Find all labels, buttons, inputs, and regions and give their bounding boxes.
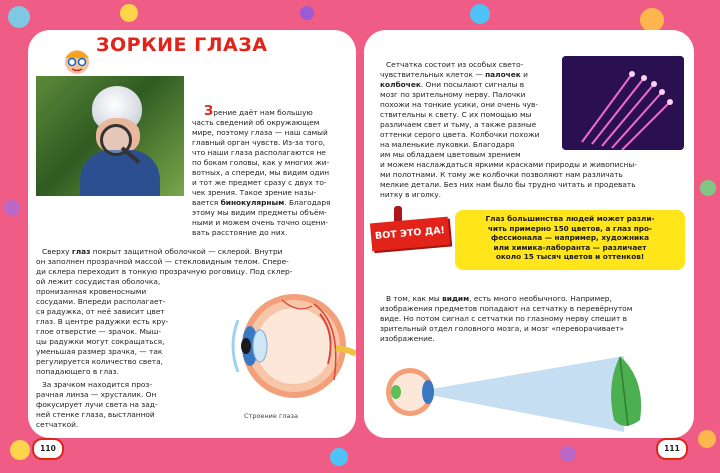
- lens-line: рачная линза — хрусталик. Он: [36, 390, 157, 399]
- intro-line: мире, поэтому глаза — наш самый: [192, 128, 328, 137]
- callout-line: или химика-лаборанта — различает: [493, 242, 647, 252]
- retina-line: им мы обладаем цветовым зрением: [380, 150, 521, 159]
- callout-line: фессионала — например, художника: [490, 233, 650, 243]
- body-line: глаз. В центре радужки есть кру-: [36, 317, 169, 326]
- intro-line: что наши глаза располагаются не: [192, 148, 326, 157]
- retina-line: чувствительных клеток — палочек и: [380, 70, 528, 79]
- intro-line: этому мы видим предметы объём-: [192, 208, 327, 217]
- lens-line: ней стенке глаза, выстланной: [36, 410, 155, 419]
- bead-decoration: [330, 448, 348, 466]
- bead-decoration: [700, 180, 716, 196]
- intro-line: и тот же предмет сразу с двух то-: [192, 178, 327, 187]
- see-line: В том, как мы видим, есть много необычного. Например,: [386, 294, 612, 303]
- retina-line: различаем свет и тьму, а также разные: [380, 120, 537, 129]
- intro-line: часть сведений об окружающем: [192, 118, 320, 127]
- retina-line: колбочек. Они посылают сигналы в: [380, 80, 525, 89]
- bead-decoration: [698, 430, 716, 448]
- retina-line: нитку в иголку.: [380, 190, 441, 199]
- wow-badge: ВОТ ЭТО ДА!: [370, 217, 450, 252]
- drop-cap: З: [204, 104, 214, 119]
- bead-decoration: [470, 4, 490, 24]
- intro-line: по бокам головы, как у многих жи-: [192, 158, 330, 167]
- retina-line: на маленькие луковки. Благодаря: [380, 140, 515, 149]
- intro-line: ными и можем очень точно оцени-: [192, 218, 329, 227]
- eye-cross-section-diagram: [216, 284, 356, 410]
- intro-line-binocular: вается бинокулярным. Благодаря: [192, 198, 331, 207]
- body-line: уменьшая размер зрачка, — так: [36, 347, 163, 356]
- see-line: изображения предметов попадают на сетчатку в перевёрнутом: [380, 304, 633, 313]
- body-line: пронизанная кровеносными: [36, 287, 147, 296]
- fact-callout: [455, 210, 685, 270]
- page-number-left: 110: [32, 438, 64, 460]
- bead-decoration: [10, 440, 30, 460]
- boy-with-magnifier-photo: [36, 76, 184, 196]
- bead-decoration: [640, 8, 664, 32]
- see-line: виде. Но потом сигнал с сетчатки по глазному нерву спешит в: [380, 314, 627, 323]
- cartoon-kid-icon: [60, 44, 94, 78]
- intro-line: вать расстояние до них.: [192, 228, 288, 237]
- body-line: цы радужки могут сокращаться,: [36, 337, 165, 346]
- intro-line: чек зрения. Такое зрение назы-: [192, 188, 317, 197]
- bead-decoration: [8, 6, 30, 28]
- bead-decoration: [4, 200, 20, 216]
- lens-line: За зрачком находится проз-: [42, 380, 153, 389]
- retina-line: ми полотнами. К тому же колбочки позволяют нам различать: [380, 170, 623, 179]
- see-line: зрительный отдел головного мозга, и мозг «переворачивает»: [380, 324, 625, 333]
- see-line: изображение.: [380, 334, 435, 343]
- intro-line: вотных, а спереди, мы видим один: [192, 168, 330, 177]
- body-line: регулируется количество света,: [36, 357, 163, 366]
- body-line: он заполнен прозрачной массой — стекловидным телом. Спере-: [36, 257, 289, 266]
- callout-line: чить примерно 150 цветов, а глаз про-: [487, 223, 653, 233]
- body-line: ой лежит сосудистая оболочка,: [36, 277, 161, 286]
- body-line: ся радужка, от неё зависит цвет: [36, 307, 165, 316]
- retina-line: мелкие детали. Без них нам было бы трудно читать и продевать: [380, 180, 636, 189]
- body-line: сосудами. Впереди располагает-: [36, 297, 166, 306]
- body-line: ди склера переходит в тонкую прозрачную роговицу. Под склер-: [36, 267, 293, 276]
- bead-decoration: [120, 4, 138, 22]
- page-number-right: 111: [656, 438, 688, 460]
- retina-line: похожи на тонкие усики, они очень чув-: [380, 100, 539, 109]
- retina-line: мозг по зрительному нерву. Палочки: [380, 90, 526, 99]
- lens-line: сетчаткой.: [36, 420, 79, 429]
- callout-line: около 15 тысяч цветов и оттенков!: [495, 252, 645, 262]
- bead-decoration: [300, 6, 314, 20]
- body-line: глое отверстие — зрачок. Мыш-: [36, 327, 162, 336]
- bead-decoration: [560, 446, 576, 462]
- lens-line: фокусирует лучи света на зад-: [36, 400, 158, 409]
- retina-line: оттенки серого цвета. Колбочки похожи: [380, 130, 540, 139]
- light-cone-leaf-illustration: [384, 350, 684, 436]
- page-title: ЗОРКИЕ ГЛАЗА: [96, 34, 268, 56]
- retina-line: Сетчатка состоит из особых свето-: [386, 60, 524, 69]
- intro-line: главный орган чувств. Из-за того,: [192, 138, 326, 147]
- retina-line: ствительны к свету. С их помощью мы: [380, 110, 532, 119]
- callout-line: Глаз большинства людей может разли-: [485, 214, 655, 223]
- retina-cells-illustration: [562, 56, 684, 150]
- intro-line-0: Зрение даёт нам большую: [204, 104, 313, 119]
- body-line: Сверху глаз покрыт защитной оболочкой — склерой. Внутри: [42, 247, 283, 256]
- eye-diagram-caption: Строение глаза: [244, 412, 298, 420]
- body-line: попадающего в глаз.: [36, 367, 119, 376]
- retina-line: и можем наслаждаться яркими красками природы и живописны-: [380, 160, 637, 169]
